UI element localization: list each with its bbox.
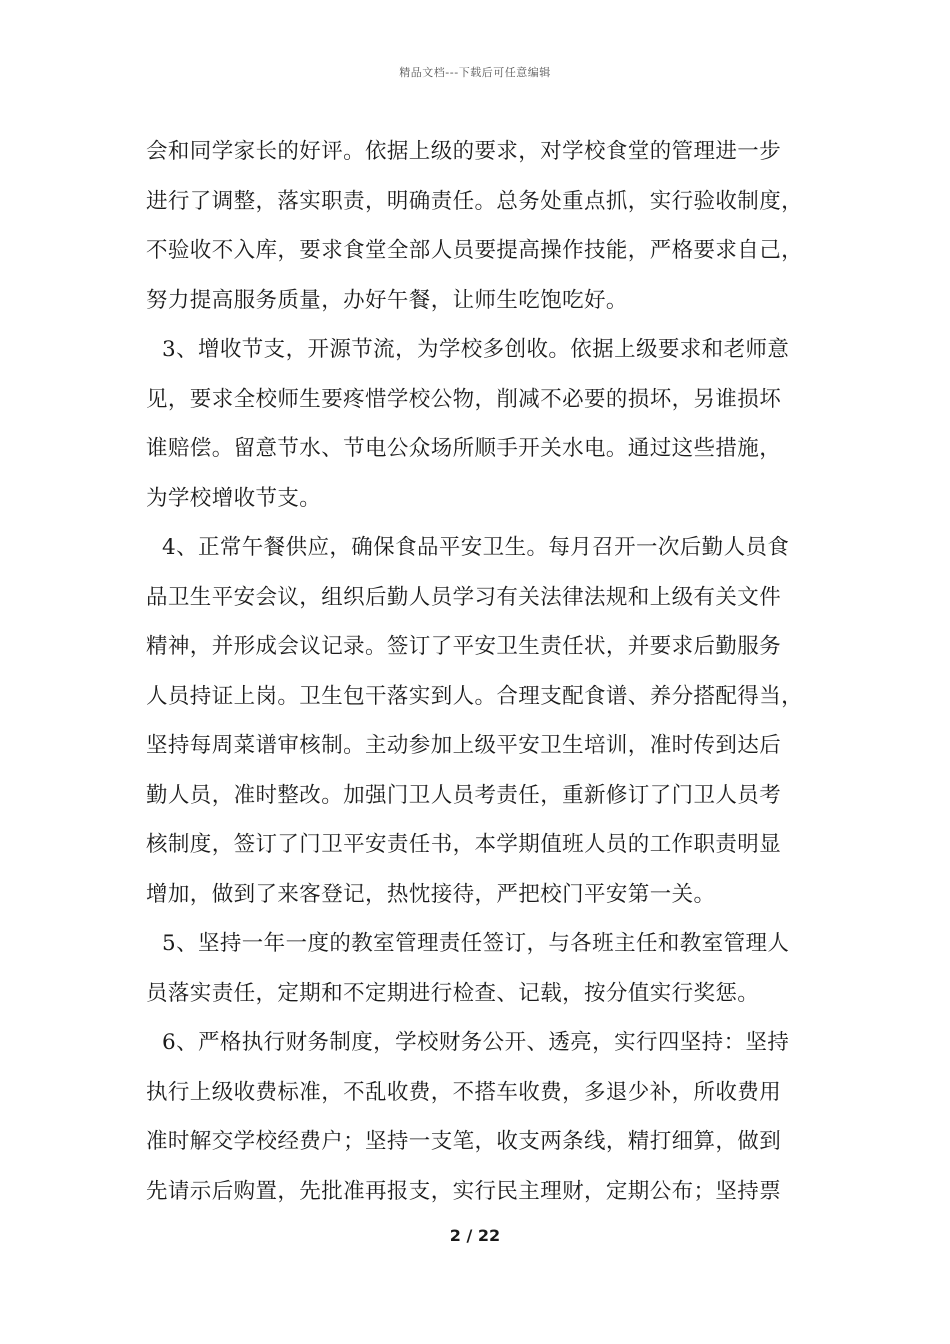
body-line: 核制度，签订了门卫平安责任书，本学期值班人员的工作职责明显 [146,832,782,857]
body-line: 努力提高服务质量，办好午餐，让师生吃饱吃好。 [146,287,628,313]
document-body [146,127,826,1216]
body-line: 会和同学家长的好评。依据上级的要求，对学校食堂的管理进一步 [146,139,782,164]
body-line: 准时解交学校经费户；坚持一支笔，收支两条线，精打细算，做到 [146,1129,782,1154]
body-line: 先请示后购置，先批准再报支，实行民主理财，定期公布；坚持票 [146,1178,782,1204]
body-line: 精神，并形成会议记录。签订了平安卫生责任状，并要求后勤服务 [146,634,782,659]
body-line: 人员持证上岗。卫生包干落实到人。合理支配食谱、养分搭配得当， [146,683,804,709]
body-line: 品卫生平安会议，组织后勤人员学习有关法律法规和上级有关文件 [146,584,782,610]
body-line: 增加，做到了来客登记，热忱接待，严把校门平安第一关。 [146,881,716,907]
page-header: 精品文档---下载后可任意编辑 [399,66,551,79]
paragraph-start-line: 5、坚持一年一度的教室管理责任签订，与各班主任和教室管理人 [162,931,790,956]
body-line: 为学校增收节支。 [146,485,322,511]
body-line: 坚持每周菜谱审核制。主动参加上级平安卫生培训，准时传到达后 [146,733,782,758]
paragraph-start-line: 4、正常午餐供应，确保食品平安卫生。每月召开一次后勤人员食 [162,535,790,560]
body-line: 执行上级收费标准，不乱收费，不搭车收费，多退少补，所收费用 [146,1079,782,1105]
paragraph-start-line: 6、严格执行财务制度，学校财务公开、透亮，实行四坚持：坚持 [162,1030,790,1055]
body-line: 员落实责任，定期和不定期进行检查、记载，按分值实行奖惩。 [146,980,760,1006]
body-line: 勤人员，准时整改。加强门卫人员考责任，重新修订了门卫人员考 [146,782,782,808]
page-number: 2 / 22 [449,1226,501,1245]
body-line: 见，要求全校师生要疼惜学校公物，削减不必要的损坏，另谁损坏 [146,386,782,412]
body-line: 谁赔偿。留意节水、节电公众场所顺手开关水电。通过这些措施， [146,436,782,461]
body-line: 进行了调整，落实职责，明确责任。总务处重点抓，实行验收制度， [146,188,804,214]
paragraph-start-line: 3、增收节支，开源节流，为学校多创收。依据上级要求和老师意 [162,337,790,362]
body-line: 不验收不入库，要求食堂全部人员要提高操作技能，严格要求自己， [146,238,804,263]
